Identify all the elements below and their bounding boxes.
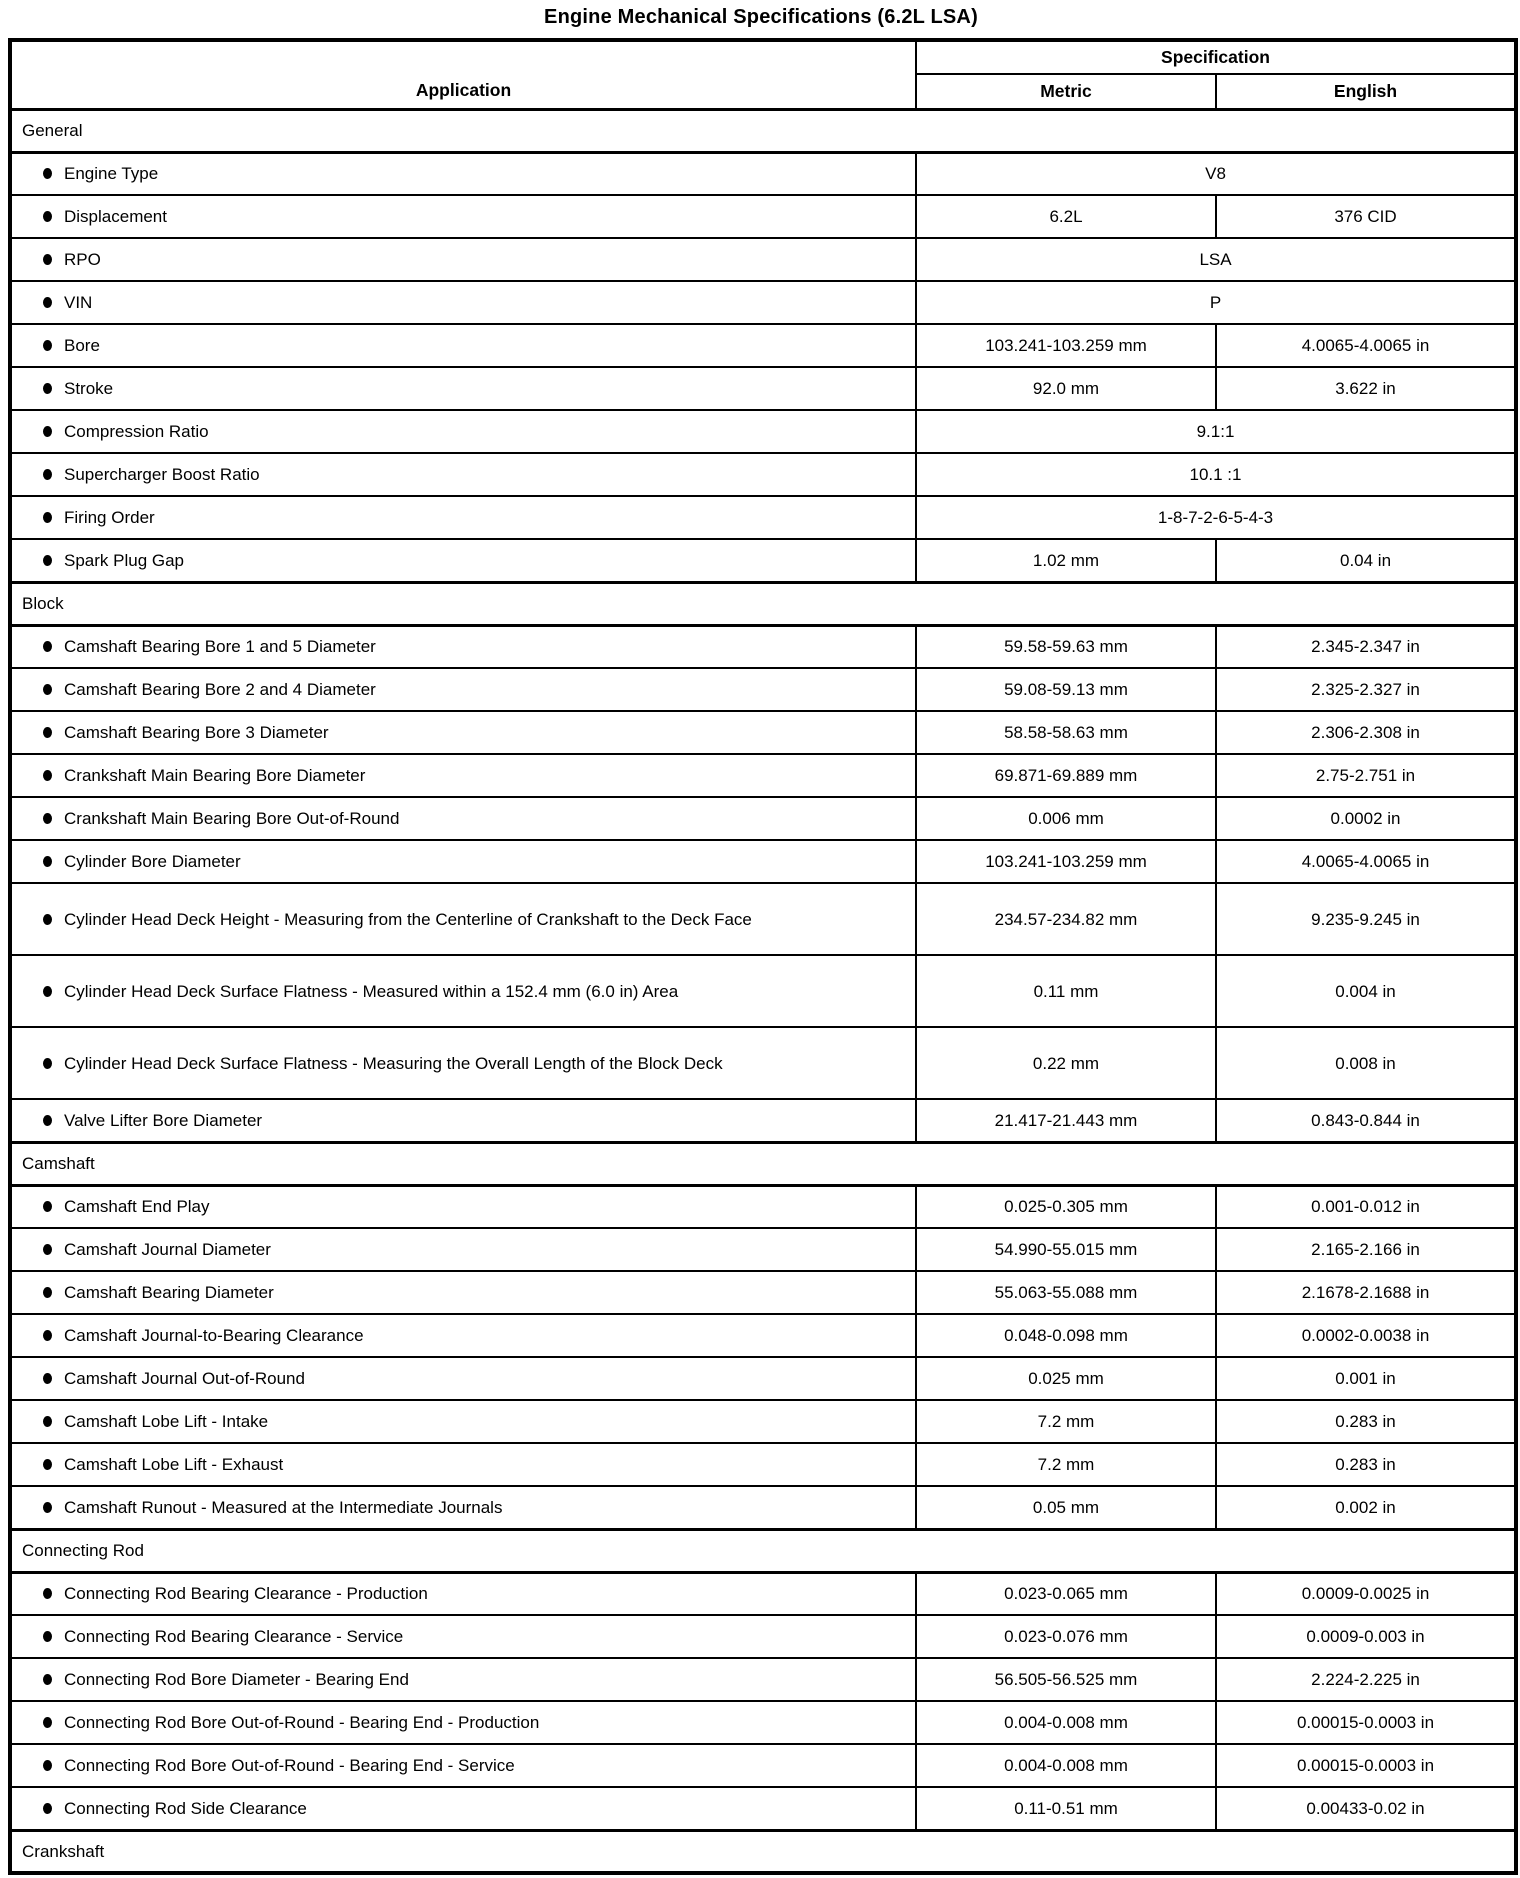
application-cell — [10, 668, 916, 711]
application-cell — [10, 1744, 916, 1787]
application-cell — [10, 1400, 916, 1443]
spec-row — [10, 410, 1516, 453]
application-label: Connecting Rod Bearing Clearance - Production — [64, 1584, 428, 1604]
bullet-icon — [43, 727, 52, 738]
spec-row — [10, 195, 1516, 238]
application-cell — [10, 539, 916, 582]
application-label: Compression Ratio — [64, 422, 209, 441]
english-value: 0.00433-0.02 in — [1216, 1787, 1516, 1830]
application-cell — [10, 1443, 916, 1486]
application-label: Crankshaft Main Bearing Bore Out-of-Round — [64, 809, 400, 828]
application-cell — [10, 410, 916, 453]
bullet-icon — [43, 1760, 52, 1771]
spec-table-body — [10, 109, 1516, 1873]
english-value: 0.0002 in — [1216, 797, 1516, 840]
section-header-label: General — [10, 109, 1516, 152]
metric-value: 0.048-0.098 mm — [916, 1314, 1216, 1357]
spec-row — [10, 883, 1516, 955]
metric-value: 103.241-103.259 mm — [916, 840, 1216, 883]
application-cell — [10, 840, 916, 883]
application-label: Crankshaft Main Bearing Bore Diameter — [64, 766, 366, 785]
metric-value: 59.58-59.63 mm — [916, 625, 1216, 668]
english-value: 0.00015-0.0003 in — [1216, 1744, 1516, 1787]
english-value: 4.0065-4.0065 in — [1216, 324, 1516, 367]
bullet-icon — [43, 856, 52, 867]
header-row-specification — [10, 40, 1516, 74]
application-label: Firing Order — [64, 508, 155, 527]
spec-row — [10, 367, 1516, 410]
application-cell — [10, 1027, 916, 1099]
application-cell — [10, 955, 916, 1027]
metric-value: 0.025 mm — [916, 1357, 1216, 1400]
metric-value: 103.241-103.259 mm — [916, 324, 1216, 367]
bullet-icon — [43, 1631, 52, 1642]
english-value: 0.002 in — [1216, 1486, 1516, 1529]
bullet-icon — [43, 1588, 52, 1599]
bullet-icon — [43, 1287, 52, 1298]
application-cell — [10, 1658, 916, 1701]
english-value: 2.165-2.166 in — [1216, 1228, 1516, 1271]
english-column-header: English — [1216, 74, 1516, 109]
metric-value: 0.05 mm — [916, 1486, 1216, 1529]
application-cell — [10, 1228, 916, 1271]
metric-value: 69.871-69.889 mm — [916, 754, 1216, 797]
application-label: Stroke — [64, 379, 114, 398]
application-label: Camshaft Bearing Bore 2 and 4 Diameter — [64, 680, 376, 699]
section-header-row — [10, 1142, 1516, 1185]
spec-row — [10, 1658, 1516, 1701]
section-header-label: Connecting Rod — [10, 1529, 1516, 1572]
application-label: RPO — [64, 250, 101, 269]
spec-row — [10, 1228, 1516, 1271]
bullet-icon — [43, 254, 52, 265]
english-value: 0.00015-0.0003 in — [1216, 1701, 1516, 1744]
application-label: Camshaft Journal-to-Bearing Clearance — [64, 1326, 364, 1345]
spec-row — [10, 1400, 1516, 1443]
bullet-icon — [43, 1058, 52, 1069]
metric-value: 21.417-21.443 mm — [916, 1099, 1216, 1142]
spec-row — [10, 1744, 1516, 1787]
application-cell — [10, 367, 916, 410]
application-label: Bore — [64, 336, 100, 355]
application-label: Camshaft Journal Out-of-Round — [64, 1369, 305, 1388]
english-value: 4.0065-4.0065 in — [1216, 840, 1516, 883]
english-value: 0.283 in — [1216, 1443, 1516, 1486]
application-cell — [10, 1357, 916, 1400]
bullet-icon — [43, 813, 52, 824]
english-value: 2.224-2.225 in — [1216, 1658, 1516, 1701]
application-label: Connecting Rod Bore Out-of-Round - Bearing End - Service — [64, 1756, 515, 1775]
metric-value: 0.023-0.076 mm — [916, 1615, 1216, 1658]
section-header-label: Block — [10, 582, 1516, 625]
application-cell — [10, 238, 916, 281]
application-label: Spark Plug Gap — [64, 550, 185, 570]
bullet-icon — [43, 1330, 52, 1341]
spec-row — [10, 152, 1516, 195]
application-cell — [10, 453, 916, 496]
application-cell — [10, 625, 916, 668]
application-label: Cylinder Head Deck Height - Measuring from the Centerline of Crankshaft to the Deck Face — [64, 909, 752, 929]
application-label: Camshaft Bearing Bore 3 Diameter — [64, 723, 329, 742]
bullet-icon — [43, 512, 52, 523]
english-value: 0.283 in — [1216, 1400, 1516, 1443]
spec-row — [10, 1099, 1516, 1142]
application-cell — [10, 1099, 916, 1142]
spec-row — [10, 1314, 1516, 1357]
spec-row — [10, 1486, 1516, 1529]
application-cell — [10, 1572, 916, 1615]
bullet-icon — [43, 383, 52, 394]
bullet-icon — [43, 297, 52, 308]
english-value: 0.004 in — [1216, 955, 1516, 1027]
application-label: Displacement — [64, 207, 167, 226]
application-label: Camshaft Runout - Measured at the Intermediate Journals — [64, 1497, 503, 1517]
section-header-row — [10, 1529, 1516, 1572]
application-label: Connecting Rod Bore Diameter - Bearing End — [64, 1670, 409, 1689]
spec-table — [8, 38, 1518, 1875]
application-cell — [10, 1314, 916, 1357]
spec-row — [10, 1185, 1516, 1228]
bullet-icon — [43, 1803, 52, 1814]
application-label: Camshaft End Play — [64, 1197, 210, 1217]
metric-value: 54.990-55.015 mm — [916, 1228, 1216, 1271]
application-cell — [10, 1701, 916, 1744]
spec-row — [10, 754, 1516, 797]
application-cell — [10, 797, 916, 840]
merged-spec-value: 9.1:1 — [916, 410, 1516, 453]
bullet-icon — [43, 986, 52, 997]
page-title: Engine Mechanical Specifications (6.2L LSA) — [544, 6, 978, 28]
spec-row — [10, 1443, 1516, 1486]
bullet-icon — [43, 426, 52, 437]
bullet-icon — [43, 914, 52, 925]
bullet-icon — [43, 1115, 52, 1126]
bullet-icon — [43, 555, 52, 566]
application-label: Camshaft Lobe Lift - Intake — [64, 1412, 269, 1431]
bullet-icon — [43, 1244, 52, 1255]
application-label: Connecting Rod Bore Out-of-Round - Bearing End - Production — [64, 1713, 540, 1732]
merged-spec-value: 1-8-7-2-6-5-4-3 — [916, 496, 1516, 539]
application-cell — [10, 281, 916, 324]
spec-table-header — [10, 40, 1516, 109]
application-cell — [10, 1615, 916, 1658]
application-label: Connecting Rod Side Clearance — [64, 1798, 307, 1818]
bullet-icon — [43, 770, 52, 781]
metric-value: 0.11-0.51 mm — [916, 1787, 1216, 1830]
metric-value: 0.023-0.065 mm — [916, 1572, 1216, 1615]
english-value: 3.622 in — [1216, 367, 1516, 410]
spec-row — [10, 1357, 1516, 1400]
section-header-label: Camshaft — [10, 1142, 1516, 1185]
merged-spec-value: V8 — [916, 152, 1516, 195]
bullet-icon — [43, 1201, 52, 1212]
section-header-row — [10, 109, 1516, 152]
spec-row — [10, 238, 1516, 281]
english-value: 0.001-0.012 in — [1216, 1185, 1516, 1228]
english-value: 0.04 in — [1216, 539, 1516, 582]
spec-row — [10, 496, 1516, 539]
spec-row — [10, 711, 1516, 754]
metric-value: 59.08-59.13 mm — [916, 668, 1216, 711]
bullet-icon — [43, 469, 52, 480]
spec-row — [10, 955, 1516, 1027]
bullet-icon — [43, 1416, 52, 1427]
application-label: Cylinder Head Deck Surface Flatness - Measuring the Overall Length of the Block Deck — [64, 1053, 723, 1073]
specification-column-header: Specification — [916, 40, 1516, 74]
spec-row — [10, 1701, 1516, 1744]
application-cell — [10, 1787, 916, 1830]
spec-row — [10, 625, 1516, 668]
metric-value: 1.02 mm — [916, 539, 1216, 582]
metric-value: 55.063-55.088 mm — [916, 1271, 1216, 1314]
application-label: Supercharger Boost Ratio — [64, 465, 260, 484]
application-cell — [10, 324, 916, 367]
application-label: Camshaft Lobe Lift - Exhaust — [64, 1455, 284, 1474]
bullet-icon — [43, 641, 52, 652]
metric-value: 0.22 mm — [916, 1027, 1216, 1099]
bullet-icon — [43, 340, 52, 351]
metric-column-header: Metric — [916, 74, 1216, 109]
application-cell — [10, 1486, 916, 1529]
application-column-header: Application — [10, 40, 916, 109]
section-header-row — [10, 582, 1516, 625]
spec-row — [10, 453, 1516, 496]
english-value: 2.306-2.308 in — [1216, 711, 1516, 754]
english-value: 2.75-2.751 in — [1216, 754, 1516, 797]
application-label: Connecting Rod Bearing Clearance - Service — [64, 1627, 404, 1646]
metric-value: 92.0 mm — [916, 367, 1216, 410]
application-label: Camshaft Bearing Bore 1 and 5 Diameter — [64, 637, 376, 657]
merged-spec-value: 10.1 :1 — [916, 453, 1516, 496]
bullet-icon — [43, 1502, 52, 1513]
metric-value: 6.2L — [916, 195, 1216, 238]
bullet-icon — [43, 1373, 52, 1384]
bullet-icon — [43, 168, 52, 179]
application-label: Camshaft Journal Diameter — [64, 1240, 271, 1259]
spec-row — [10, 281, 1516, 324]
english-value: 0.001 in — [1216, 1357, 1516, 1400]
metric-value: 56.505-56.525 mm — [916, 1658, 1216, 1701]
english-value: 2.345-2.347 in — [1216, 625, 1516, 668]
english-value: 2.1678-2.1688 in — [1216, 1271, 1516, 1314]
metric-value: 7.2 mm — [916, 1443, 1216, 1486]
english-value: 0.0009-0.003 in — [1216, 1615, 1516, 1658]
spec-row — [10, 1787, 1516, 1830]
section-header-label: Crankshaft — [10, 1830, 1516, 1873]
english-value: 9.235-9.245 in — [1216, 883, 1516, 955]
spec-row — [10, 539, 1516, 582]
merged-spec-value: P — [916, 281, 1516, 324]
metric-value: 0.11 mm — [916, 955, 1216, 1027]
application-label: Valve Lifter Bore Diameter — [64, 1110, 263, 1130]
bullet-icon — [43, 1674, 52, 1685]
application-cell — [10, 711, 916, 754]
metric-value: 0.004-0.008 mm — [916, 1701, 1216, 1744]
application-cell — [10, 1185, 916, 1228]
english-value: 376 CID — [1216, 195, 1516, 238]
english-value: 0.843-0.844 in — [1216, 1099, 1516, 1142]
section-header-row — [10, 1830, 1516, 1873]
application-cell — [10, 754, 916, 797]
application-label: VIN — [64, 293, 93, 312]
spec-row — [10, 1615, 1516, 1658]
english-value: 0.008 in — [1216, 1027, 1516, 1099]
application-cell — [10, 1271, 916, 1314]
bullet-icon — [43, 211, 52, 222]
spec-row — [10, 797, 1516, 840]
metric-value: 234.57-234.82 mm — [916, 883, 1216, 955]
application-cell — [10, 496, 916, 539]
application-cell — [10, 883, 916, 955]
application-label: Engine Type — [64, 164, 159, 184]
english-value: 2.325-2.327 in — [1216, 668, 1516, 711]
spec-row — [10, 324, 1516, 367]
bullet-icon — [43, 1717, 52, 1728]
merged-spec-value: LSA — [916, 238, 1516, 281]
application-label: Cylinder Head Deck Surface Flatness - Measured within a 152.4 mm (6.0 in) Area — [64, 981, 679, 1001]
metric-value: 58.58-58.63 mm — [916, 711, 1216, 754]
spec-row — [10, 1027, 1516, 1099]
application-cell — [10, 195, 916, 238]
application-label: Cylinder Bore Diameter — [64, 852, 241, 871]
spec-row — [10, 1271, 1516, 1314]
metric-value: 0.006 mm — [916, 797, 1216, 840]
metric-value: 0.004-0.008 mm — [916, 1744, 1216, 1787]
english-value: 0.0009-0.0025 in — [1216, 1572, 1516, 1615]
spec-row — [10, 668, 1516, 711]
application-cell — [10, 152, 916, 195]
metric-value: 0.025-0.305 mm — [916, 1185, 1216, 1228]
spec-row — [10, 1572, 1516, 1615]
english-value: 0.0002-0.0038 in — [1216, 1314, 1516, 1357]
spec-row — [10, 840, 1516, 883]
application-label: Camshaft Bearing Diameter — [64, 1283, 274, 1302]
bullet-icon — [43, 684, 52, 695]
metric-value: 7.2 mm — [916, 1400, 1216, 1443]
bullet-icon — [43, 1459, 52, 1470]
